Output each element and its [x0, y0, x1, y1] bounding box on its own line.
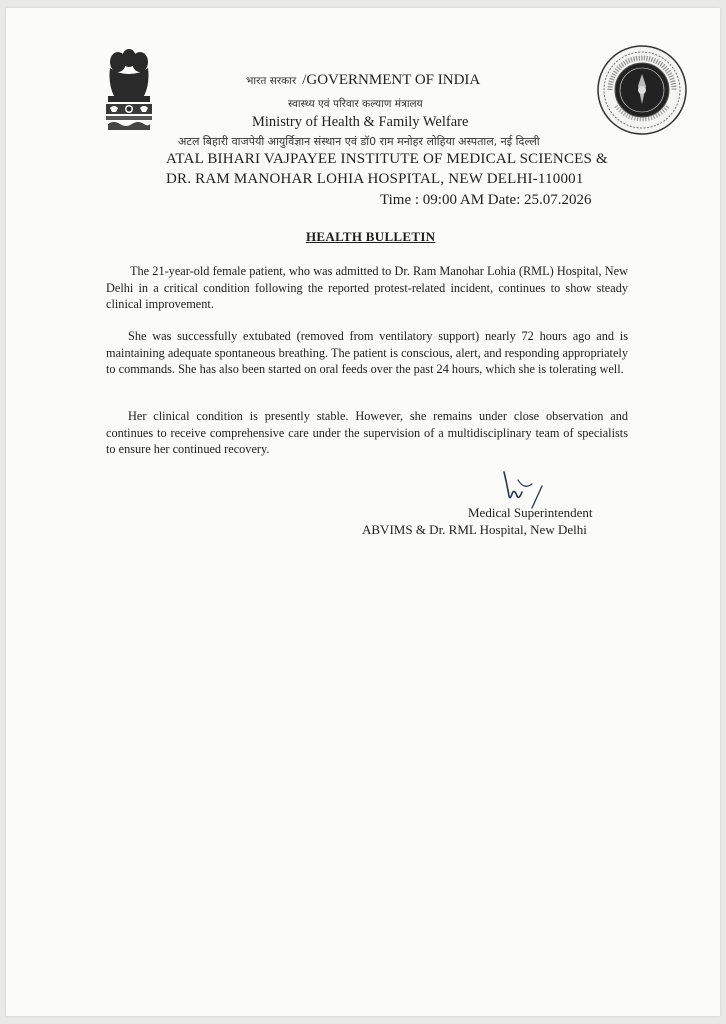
time-date-line: Time : 09:00 AM Date: 25.07.2026: [380, 192, 592, 208]
hindi-ministry-text: स्वास्थ्य एवं परिवार कल्याण मंत्रालय: [288, 98, 423, 110]
ministry-text: Ministry of Health & Family Welfare: [252, 114, 469, 130]
bulletin-paragraph-1: The 21-year-old female patient, who was admitted to Dr. Ram Manohar Lohia (RML) Hospital, New Delhi in a critical condition following the reported protest-related incident, continues to show steady clinical improvement.: [106, 264, 628, 311]
government-line: [246, 72, 480, 89]
government-text: /GOVERNMENT OF INDIA: [302, 72, 481, 88]
bulletin-title: HEALTH BULLETIN: [306, 229, 436, 244]
hindi-government-text: भारत सरकार: [246, 75, 297, 87]
hospital-seal-icon: [596, 44, 688, 136]
signatory-designation: Medical Superintendent: [468, 505, 593, 520]
state-emblem-icon: [100, 44, 158, 134]
bulletin-paragraph-3: Her clinical condition is presently stable. However, she remains under close observation and continues to receive comprehensive care under the supervision of a multidisciplinary team of specialists to ensure her continued recovery.: [106, 409, 628, 456]
hindi-institute-text: अटल बिहारी वाजपेयी आयुर्विज्ञान संस्थान एवं डॉ0 राम मनोहर लोहिया अस्पताल, नई दिल्ली: [178, 135, 540, 148]
institute-name-line2: DR. RAM MANOHAR LOHIA HOSPITAL, NEW DELHI-110001: [166, 171, 584, 187]
signatory-organization: ABVIMS & Dr. RML Hospital, New Delhi: [362, 522, 587, 537]
document-page: [6, 8, 720, 1016]
bulletin-paragraph-2: She was successfully extubated (removed from ventilatory support) nearly 72 hours ago and is maintaining adequate spontaneous breathing. The patient is conscious, alert, and responding appropriately to commands. She has also been started on oral feeds over the past 24 hours, which she is tolerating well.: [106, 329, 628, 376]
institute-name-line1: ATAL BIHARI VAJPAYEE INSTITUTE OF MEDICAL SCIENCES &: [166, 151, 608, 167]
